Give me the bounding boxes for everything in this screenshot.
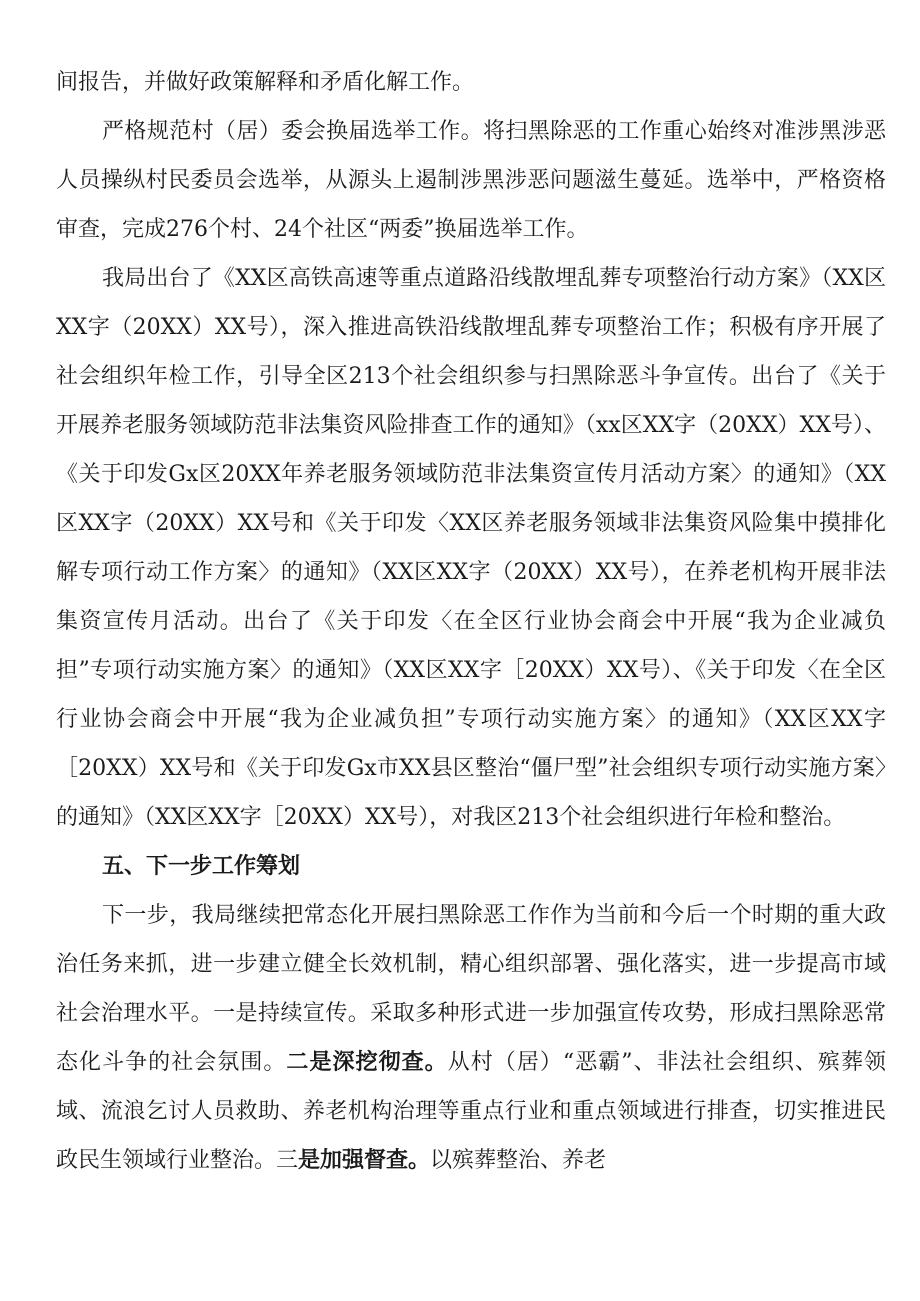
next-steps-point-three-title: 是加强督查。: [298, 1148, 431, 1173]
document-body: [56, 58, 886, 1185]
next-steps-point-two-body: 从村（居）“恶霸”、非法社会组织、殡葬领域、流浪乞讨人员救助、养老机构治理等重点行业和重点领域进行排查，切实推进民政民生领域行业整治。三: [56, 1050, 886, 1173]
paragraph-policy-documents: 我局出台了《XX区高铁高速等重点道路沿线散埋乱葬专项整治行动方案》（XX区XX字（20XX）XX号），深入推进高铁沿线散埋乱葬专项整治工作；积极有序开展了社会组织年检工作，引导全区213个社会组织参与扫黑除恶斗争宣传。出台了《关于开展养老服务领域防范非法集资风险排查工作的通知》（xx区XX字（20XX）XX号）、《关于印发Gx区20XX年养老服务领域防范非法集资宣传月活动方案〉的通知》（XX区XX字（20XX）XX号和《关于印发〈XX区养老服务领域非法集资风险集中摸排化解专项行动工作方案〉的通知》（XX区XX字（20XX）XX号），在养老机构开展非法集资宣传月活动。出台了《关于印发〈在全区行业协会商会中开展“我为企业减负担”专项行动实施方案〉的通知》（XX区XX字［20XX）XX号）、《关于印发〈在全区行业协会商会中开展“我为企业减负担”专项行动实施方案〉的通知》（XX区XX字［20XX）XX号和《关于印发Gx市XX县区整治“僵尸型”社会组织专项行动实施方案〉的通知》（XX区XX字［20XX）XX号），对我区213个社会组织进行年检和整治。: [56, 266, 886, 830]
next-steps-point-three-body: 以殡葬整治、养老: [430, 1148, 607, 1173]
paragraph-election-work: 严格规范村（居）委会换届选举工作。将扫黑除恶的工作重心始终对准涉黑涉恶人员操纵村民委员会选举，从源头上遏制涉黑涉恶问题滋生蔓延。选举中，严格资格审查，完成276个村、24个社区“两委”换届选举工作。: [56, 119, 886, 242]
paragraph-next-steps: [56, 891, 886, 1185]
paragraph-report-continuation: 间报告，并做好政策解释和矛盾化解工作。: [56, 70, 475, 95]
next-steps-intro: 下一步，我局继续把常态化开展扫黑除恶工作作为当前和今后一个时期的重大政治任务来抓，进一步建立健全长效机制，精心组织部署、强化落实，进一步提高市域社会治理水平。一是持续宣传。采取多种形式进一步加强宣传攻势，形成扫黑除恶常态化斗争的社会氛围。: [56, 903, 886, 1075]
section-heading-next-steps: 五、下一步工作筹划: [102, 854, 301, 879]
next-steps-point-two-title: 二是深挖彻查。: [286, 1050, 448, 1075]
